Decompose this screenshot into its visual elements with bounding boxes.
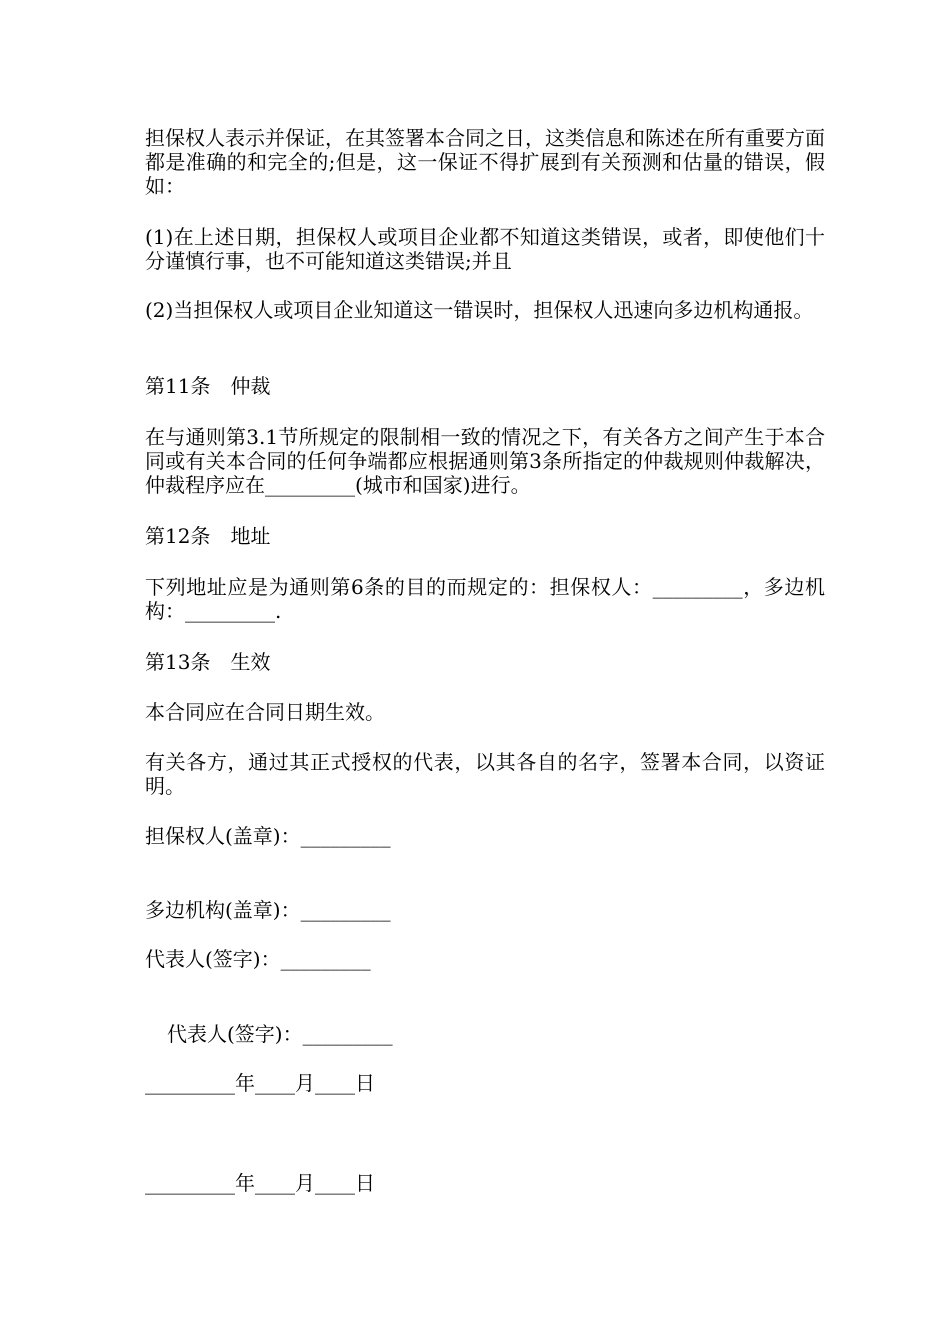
paragraph-effectiveness: 本合同应在合同日期生效。 bbox=[145, 700, 385, 724]
paragraph-arbitration: 在与通则第3.1节所规定的限制相一致的情况之下，有关各方之间产生于本合同或有关本合同的任何争端都应根据通则第3条所指定的仲裁规则仲裁解决，仲裁程序应在_________(城市和国家)进行。 bbox=[145, 425, 825, 497]
signature-representative-1: 代表人(签字)：_________ bbox=[145, 947, 371, 971]
paragraph-addresses: 下列地址应是为通则第6条的目的而规定的：担保权人：_________，多边机构：_________. bbox=[145, 575, 825, 623]
signature-agency-seal: 多边机构(盖章)：_________ bbox=[145, 898, 391, 922]
paragraph-warranty: 担保权人表示并保证，在其签署本合同之日，这类信息和陈述在所有重要方面都是准确的和完全的;但是，这一保证不得扩展到有关预测和估量的错误，假如： bbox=[145, 126, 825, 198]
signature-date-2: _________年____月____日 bbox=[145, 1171, 375, 1195]
paragraph-witness: 有关各方，通过其正式授权的代表，以其各自的名字，签署本合同，以资证明。 bbox=[145, 750, 825, 798]
signature-date-1: _________年____月____日 bbox=[145, 1071, 375, 1095]
heading-article-12: 第12条 地址 bbox=[145, 524, 271, 548]
signature-representative-2: 代表人(签字)：_________ bbox=[167, 1022, 393, 1046]
heading-article-11: 第11条 仲裁 bbox=[145, 374, 271, 398]
paragraph-condition-1: (1)在上述日期，担保权人或项目企业都不知道这类错误，或者，即使他们十分谨慎行事，也不可能知道这类错误;并且 bbox=[145, 225, 825, 273]
paragraph-condition-2: (2)当担保权人或项目企业知道这一错误时，担保权人迅速向多边机构通报。 bbox=[145, 298, 814, 322]
signature-guarantor-seal: 担保权人(盖章)：_________ bbox=[145, 824, 391, 848]
heading-article-13: 第13条 生效 bbox=[145, 650, 271, 674]
